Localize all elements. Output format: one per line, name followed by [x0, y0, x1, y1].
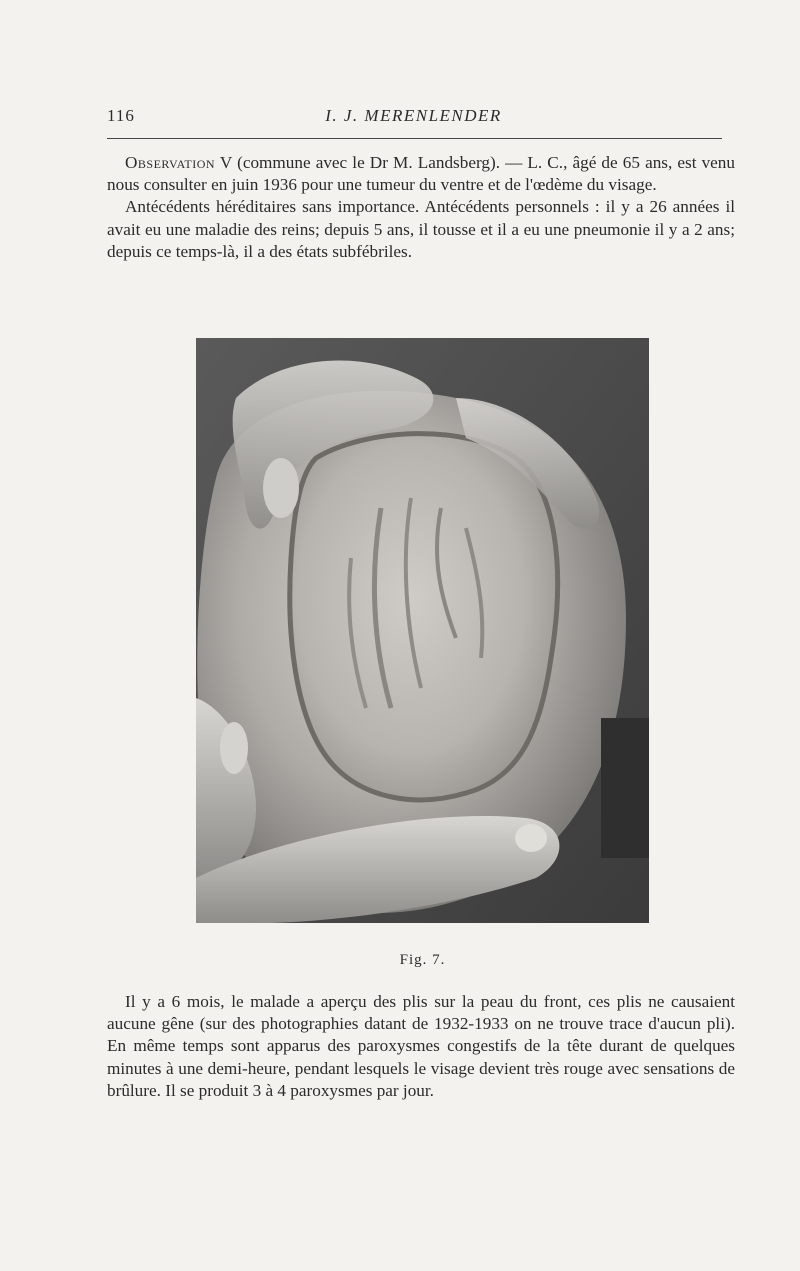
antecedents-paragraph: Antécédents héréditaires sans importance. Antécédents personnels : il y a 26 années il avait eu une maladie des reins; depuis 5 ans, il tousse et il a eu une pneumonie il y a 2 ans; depuis ce temps-là, il a des états subfébriles. — [107, 197, 735, 261]
figure-photograph — [196, 338, 649, 923]
history-paragraph: Il y a 6 mois, le malade a aperçu des plis sur la peau du front, ces plis ne causaient aucune gêne (sur des photographies datant de 1932-1933 on ne trouve trace d'aucun pli). En même temps sont apparus des paroxysmes congestifs de la tête durant de quelques minutes à une demi-heure, pendant lesquels le visage devient très rouge avec sensations de brûlure. Il se produit 3 à 4 paroxysmes par jour. — [107, 992, 735, 1100]
figure-caption: Fig. 7. — [399, 952, 446, 968]
header-rule — [107, 138, 722, 139]
page-number: 116 — [107, 106, 135, 125]
observation-paragraph — [107, 152, 735, 196]
running-head: I. J. MERENLENDER — [325, 106, 502, 125]
bottom-text — [107, 991, 735, 1102]
photograph-illustration — [196, 338, 649, 923]
observation-text: V (commune avec le Dr M. Landsberg). — L. C., âgé de 65 ans, est venu nous consulter en juin 1936 pour une tumeur du ventre et de l'œdème du visage. — [107, 153, 735, 195]
top-text — [107, 152, 735, 263]
observation-label: Observation — [125, 153, 216, 172]
page-header — [107, 100, 720, 130]
